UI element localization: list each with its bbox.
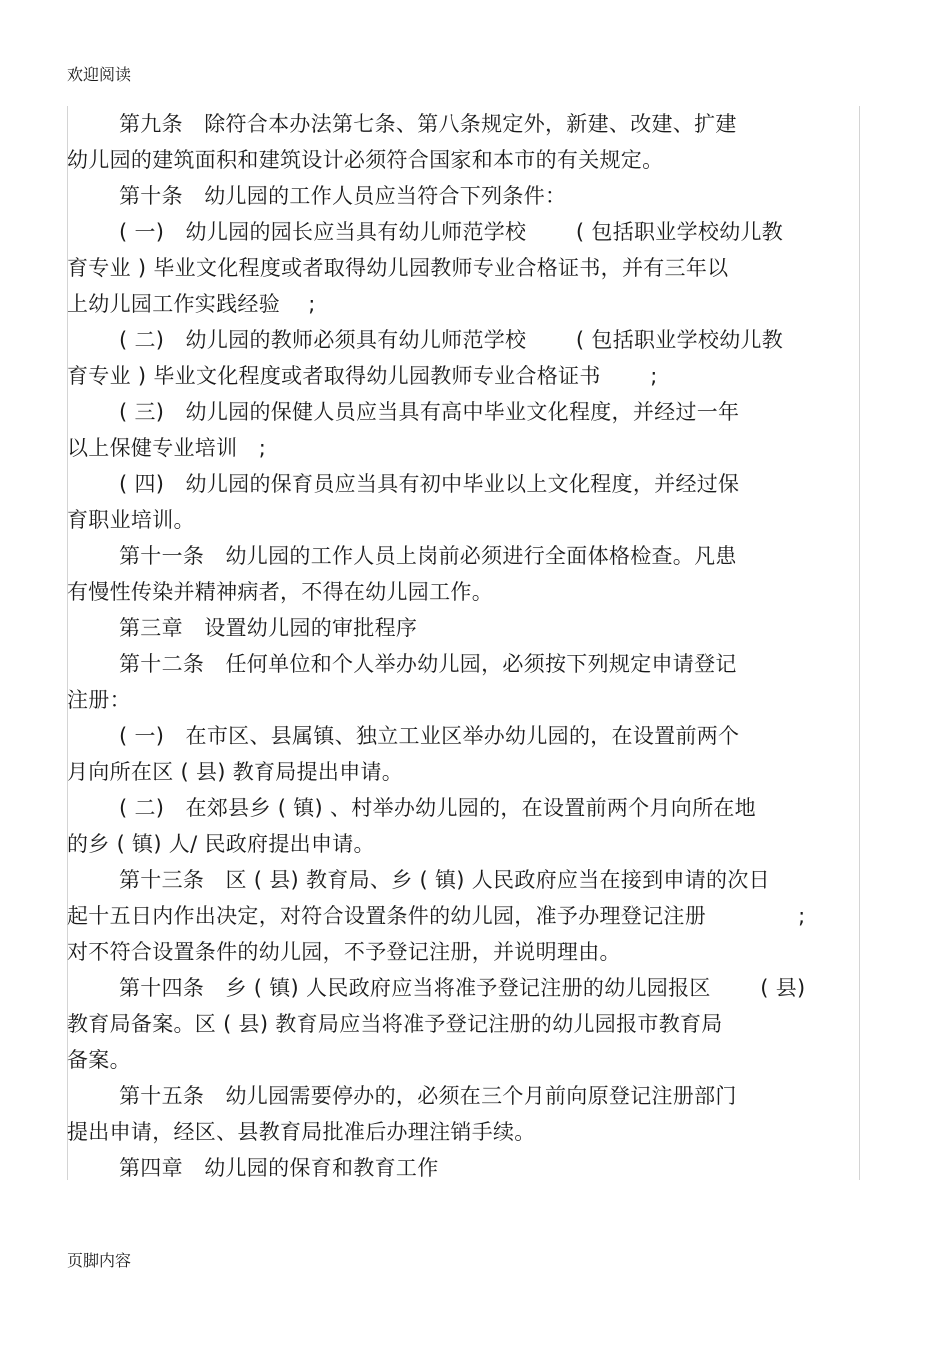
text-line: ( 二) 在郊县乡 ( 镇) 、村举办幼儿园的，在设置前两个月向所在地 [119,796,756,820]
text-line: 第四章 幼儿园的保育和教育工作 [119,1156,439,1180]
document-body [67,106,867,1186]
text-line: 育专业 ) 毕业文化程度或者取得幼儿园教师专业合格证书 ; [67,364,658,388]
text-line: 第十三条 区 ( 县) 教育局、乡 ( 镇) 人民政府应当在接到申请的次日 [119,868,770,892]
text-line: 月向所在区 ( 县) 教育局提出申请。 [67,760,404,784]
text-line: 教育局备案。区 ( 县) 教育局应当将准予登记注册的幼儿园报市教育局 [67,1012,723,1036]
text-line: 以上保健专业培训 ; [67,436,267,460]
text-line: 育职业培训。 [67,508,195,532]
text-line: ( 一) 幼儿园的园长应当具有幼儿师范学校 ( 包括职业学校幼儿教 [119,220,784,244]
text-line: 备案。 [67,1048,131,1072]
text-line: ( 二) 幼儿园的教师必须具有幼儿师范学校 ( 包括职业学校幼儿教 [119,328,784,352]
text-line: 提出申请，经区、县教育局批准后办理注销手续。 [67,1120,536,1144]
text-line: ( 四) 幼儿园的保育员应当具有初中毕业以上文化程度，并经过保 [119,472,740,496]
page-header: 欢迎阅读 [67,65,132,84]
text-line: 第十二条 任何单位和个人举办幼儿园，必须按下列规定申请登记 [119,652,737,676]
text-line: 第九条 除符合本办法第七条、第八条规定外，新建、改建、扩建 [119,112,737,136]
text-line: 第三章 设置幼儿园的审批程序 [119,616,418,640]
text-line: 第十条 幼儿园的工作人员应当符合下列条件： [119,184,567,208]
text-line: ( 一) 在市区、县属镇、独立工业区举办幼儿园的，在设置前两个 [119,724,740,748]
page-footer: 页脚内容 [67,1251,132,1270]
text-line: 有慢性传染并精神病者，不得在幼儿园工作。 [67,580,493,604]
text-line: 上幼儿园工作实践经验 ; [67,292,316,316]
text-line: 对不符合设置条件的幼儿园，不予登记注册，并说明理由。 [67,940,621,964]
text-line: ( 三) 幼儿园的保健人员应当具有高中毕业文化程度，并经过一年 [119,400,740,424]
text-line: 幼儿园的建筑面积和建筑设计必须符合国家和本市的有关规定。 [67,148,664,172]
text-line: 育专业 ) 毕业文化程度或者取得幼儿园教师专业合格证书，并有三年以 [67,256,729,280]
text-line: 第十五条 幼儿园需要停办的，必须在三个月前向原登记注册部门 [119,1084,737,1108]
text-line: 第十四条 乡 ( 镇) 人民政府应当将准予登记注册的幼儿园报区 ( 县) [119,976,806,1000]
text-line: 的乡 ( 镇) 人/ 民政府提出申请。 [67,832,375,856]
text-line: 第十一条 幼儿园的工作人员上岗前必须进行全面体格检查。凡患 [119,544,737,568]
text-line: 注册： [67,688,131,712]
text-line: 起十五日内作出决定，对符合设置条件的幼儿园，准予办理登记注册 ; [67,904,806,928]
